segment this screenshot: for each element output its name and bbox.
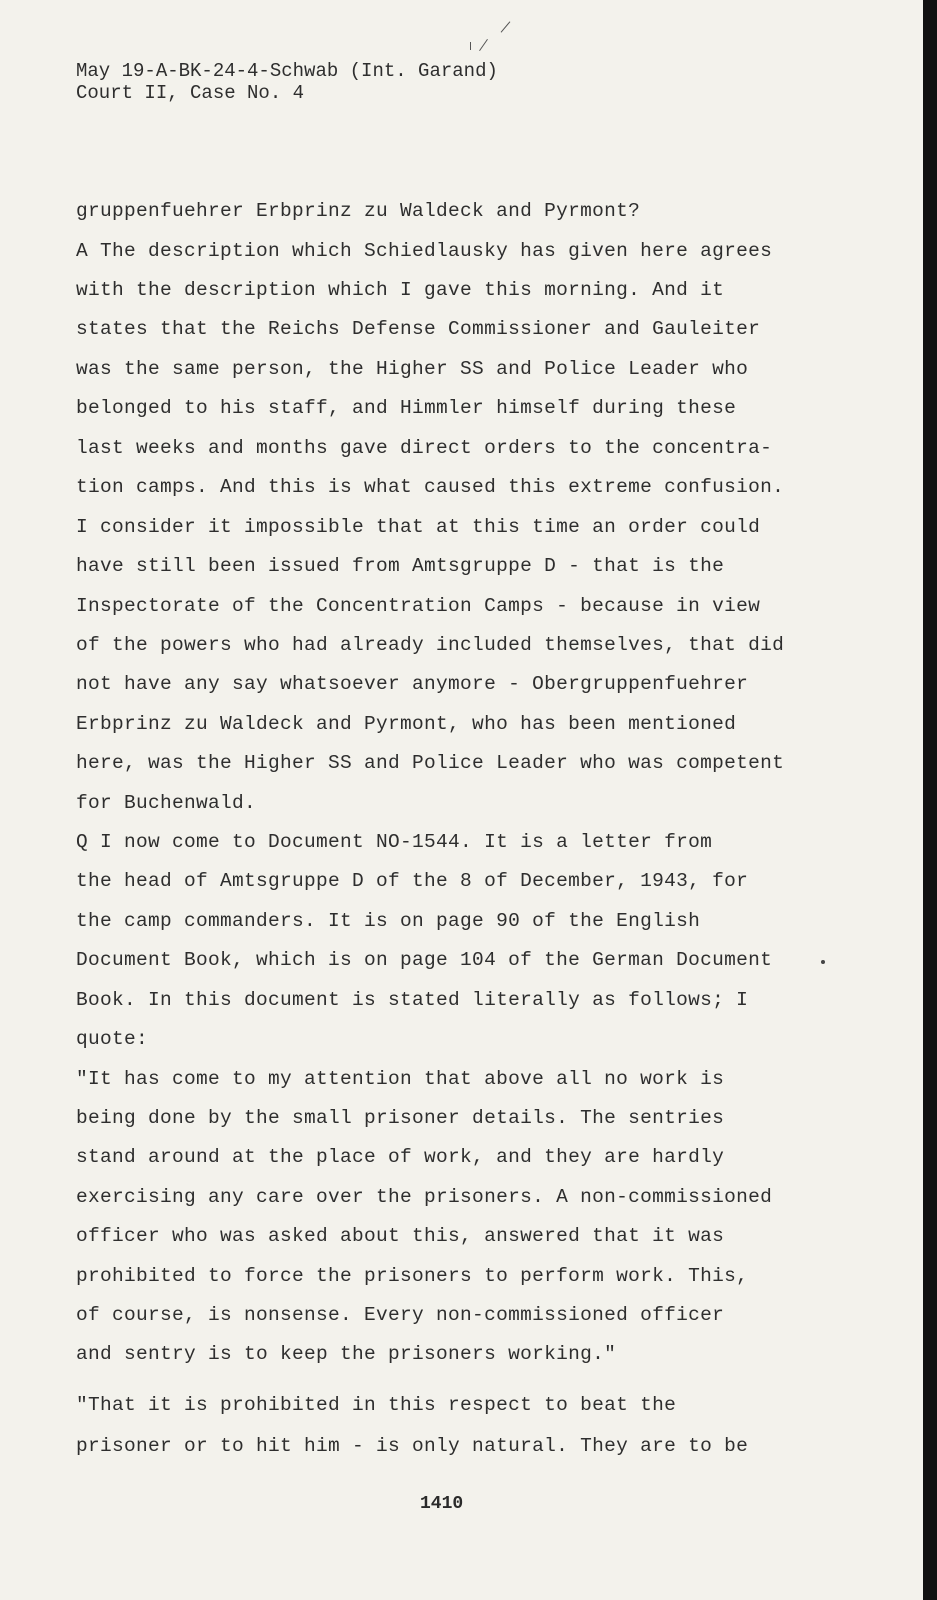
- transcript-line: I consider it impossible that at this time an order could: [76, 516, 761, 538]
- transcript-line: stand around at the place of work, and they are hardly: [76, 1146, 725, 1168]
- transcript-line: Q I now come to Document NO-1544. It is a letter from: [76, 831, 713, 853]
- page-number: 1410: [420, 1494, 464, 1514]
- transcript-line: with the description which I gave this morning. And it: [76, 279, 725, 301]
- transcript-line: of the powers who had already included themselves, that did: [76, 634, 785, 656]
- transcript-line: officer who was asked about this, answered that it was: [76, 1225, 725, 1247]
- transcript-line: A The description which Schiedlausky has given here agrees: [76, 240, 773, 262]
- transcript-line: "It has come to my attention that above all no work is: [76, 1068, 725, 1090]
- transcript-line: for Buchenwald.: [76, 792, 257, 814]
- transcript-line: Inspectorate of the Concentration Camps - because in view: [76, 595, 761, 617]
- transcript-line: states that the Reichs Defense Commissioner and Gauleiter: [76, 318, 761, 340]
- transcript-line: being done by the small prisoner details. The sentries: [76, 1107, 725, 1129]
- transcript-line: here, was the Higher SS and Police Leader who was competent: [76, 752, 785, 774]
- transcript-line: prisoner or to hit him - is only natural. They are to be: [76, 1435, 749, 1457]
- transcript-line: prohibited to force the prisoners to perform work. This,: [76, 1265, 749, 1287]
- transcript-line: not have any say whatsoever anymore - Obergruppenfuehrer: [76, 673, 749, 695]
- transcript-line: exercising any care over the prisoners. A non-commissioned: [76, 1186, 773, 1208]
- header-case-reference: May 19-A-BK-24-4-Schwab (Int. Garand): [76, 60, 498, 82]
- transcript-line: the camp commanders. It is on page 90 of the English: [76, 910, 701, 932]
- transcript-line: have still been issued from Amtsgruppe D - that is the: [76, 555, 725, 577]
- pencil-mark: [479, 39, 488, 51]
- paper-speck: [821, 960, 825, 964]
- transcript-line: quote:: [76, 1028, 149, 1050]
- document-header: [76, 60, 498, 104]
- transcript-line: last weeks and months gave direct orders to the concentra-: [76, 437, 773, 459]
- header-court-case: Court II, Case No. 4: [76, 82, 305, 104]
- transcript-line: of course, is nonsense. Every non-commissioned officer: [76, 1304, 725, 1326]
- transcript-line: "That it is prohibited in this respect to beat the: [76, 1394, 677, 1416]
- transcript-line: tion camps. And this is what caused this extreme confusion.: [76, 476, 785, 498]
- transcript-line: Erbprinz zu Waldeck and Pyrmont, who has been mentioned: [76, 713, 737, 735]
- pencil-mark: [501, 21, 511, 32]
- transcript-line: and sentry is to keep the prisoners working.": [76, 1343, 617, 1365]
- transcript-line: the head of Amtsgruppe D of the 8 of December, 1943, for: [76, 870, 749, 892]
- pencil-mark: [470, 42, 471, 50]
- transcript-line: gruppenfuehrer Erbprinz zu Waldeck and Pyrmont?: [76, 200, 641, 222]
- transcript-line: belonged to his staff, and Himmler himself during these: [76, 397, 737, 419]
- transcript-line: was the same person, the Higher SS and Police Leader who: [76, 358, 749, 380]
- transcript-line: Document Book, which is on page 104 of the German Document: [76, 949, 773, 971]
- transcript-line: Book. In this document is stated literally as follows; I: [76, 989, 749, 1011]
